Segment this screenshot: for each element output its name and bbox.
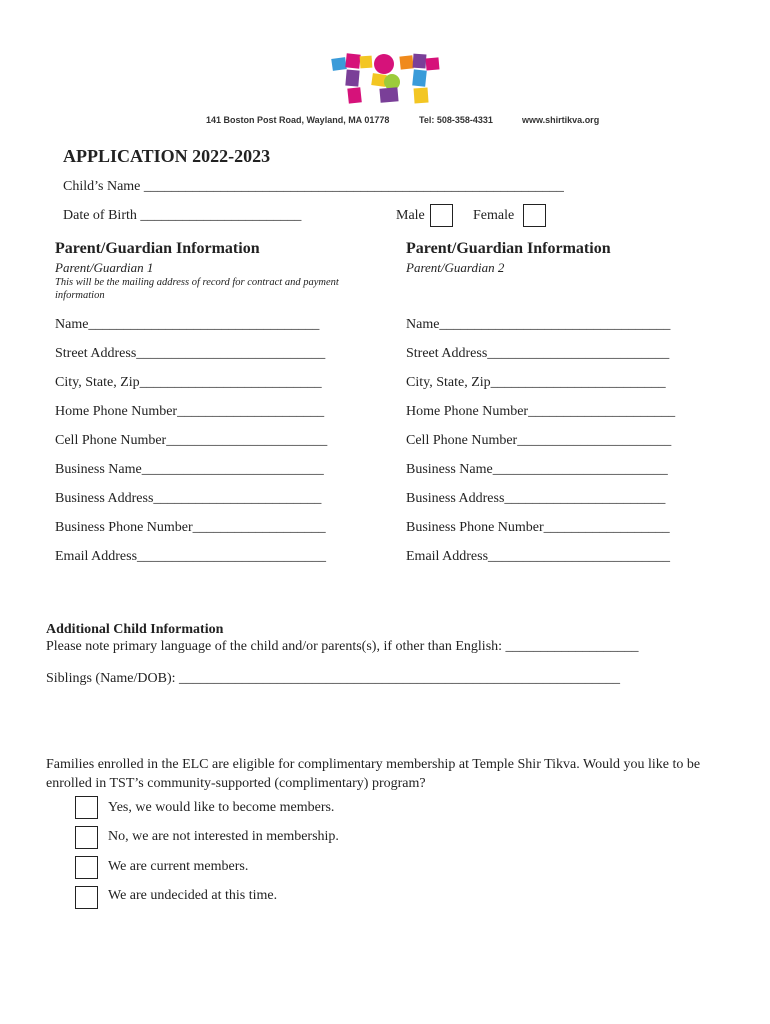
- female-label: Female: [473, 208, 515, 223]
- guardian1-note: This will be the mailing address of record for contract and payment information: [55, 277, 339, 301]
- guardian1-city-field[interactable]: City, State, Zip__________________________: [55, 375, 322, 390]
- guardian2-street-field[interactable]: Street Address__________________________: [406, 346, 670, 361]
- guardian2-city-field[interactable]: City, State, Zip_________________________: [406, 375, 666, 390]
- guardian2-name-field[interactable]: Name_________________________________: [406, 317, 671, 332]
- guardian1-business-name-field[interactable]: Business Name__________________________: [55, 462, 324, 477]
- option-current-checkbox[interactable]: [75, 856, 98, 879]
- guardian1-business-phone-field[interactable]: Business Phone Number___________________: [55, 520, 326, 535]
- guardian2-business-name-field[interactable]: Business Name_________________________: [406, 462, 668, 477]
- guardian2-email-field[interactable]: Email Address__________________________: [406, 549, 671, 564]
- phone-text: Tel: 508-358-4331: [419, 115, 493, 125]
- guardian2-business-address-field[interactable]: Business Address_______________________: [406, 491, 666, 506]
- option-no-label: No, we are not interested in membership.: [108, 829, 339, 844]
- guardian1-heading: Parent/Guardian Information: [55, 240, 260, 257]
- membership-question: Families enrolled in the ELC are eligible for complimentary membership at Temple Shir Tikva. Would you like to be enrolled in TST’s community-supported (complimentary) program?: [46, 757, 701, 791]
- website-link[interactable]: www.shirtikva.org: [522, 115, 600, 125]
- option-yes-checkbox[interactable]: [75, 796, 98, 819]
- tst-logo: [330, 50, 442, 108]
- option-current-label: We are current members.: [108, 859, 249, 874]
- dob-field[interactable]: Date of Birth _______________________: [63, 208, 302, 223]
- guardian1-business-address-field[interactable]: Business Address________________________: [55, 491, 322, 506]
- additional-heading: Additional Child Information: [46, 622, 224, 637]
- guardian2-home-phone-field[interactable]: Home Phone Number_____________________: [406, 404, 676, 419]
- female-checkbox[interactable]: [523, 204, 546, 227]
- guardian2-heading: Parent/Guardian Information: [406, 240, 611, 257]
- male-checkbox[interactable]: [430, 204, 453, 227]
- guardian1-street-field[interactable]: Street Address___________________________: [55, 346, 326, 361]
- guardian2-subheading: Parent/Guardian 2: [406, 260, 505, 275]
- male-label: Male: [396, 208, 425, 223]
- guardian1-cell-phone-field[interactable]: Cell Phone Number_______________________: [55, 433, 328, 448]
- tst-logo-graphic: [330, 50, 442, 108]
- primary-language-field[interactable]: Please note primary language of the child and/or parents(s), if other than English: ___________________: [46, 639, 639, 654]
- guardian2-cell-phone-field[interactable]: Cell Phone Number______________________: [406, 433, 672, 448]
- address-text: 141 Boston Post Road, Wayland, MA 01778: [206, 115, 390, 125]
- option-undecided-label: We are undecided at this time.: [108, 888, 278, 903]
- option-no-checkbox[interactable]: [75, 826, 98, 849]
- guardian1-subheading: Parent/Guardian 1: [55, 260, 154, 275]
- guardian1-email-field[interactable]: Email Address___________________________: [55, 549, 327, 564]
- option-yes-label: Yes, we would like to become members.: [108, 800, 335, 815]
- child-name-field[interactable]: Child’s Name ____________________________________________________________: [63, 179, 564, 194]
- option-undecided-checkbox[interactable]: [75, 886, 98, 909]
- guardian2-business-phone-field[interactable]: Business Phone Number__________________: [406, 520, 670, 535]
- siblings-field[interactable]: Siblings (Name/DOB): _______________________________________________________________: [46, 671, 620, 686]
- guardian1-home-phone-field[interactable]: Home Phone Number_____________________: [55, 404, 325, 419]
- guardian1-name-field[interactable]: Name_________________________________: [55, 317, 320, 332]
- page-title: APPLICATION 2022-2023: [63, 146, 271, 166]
